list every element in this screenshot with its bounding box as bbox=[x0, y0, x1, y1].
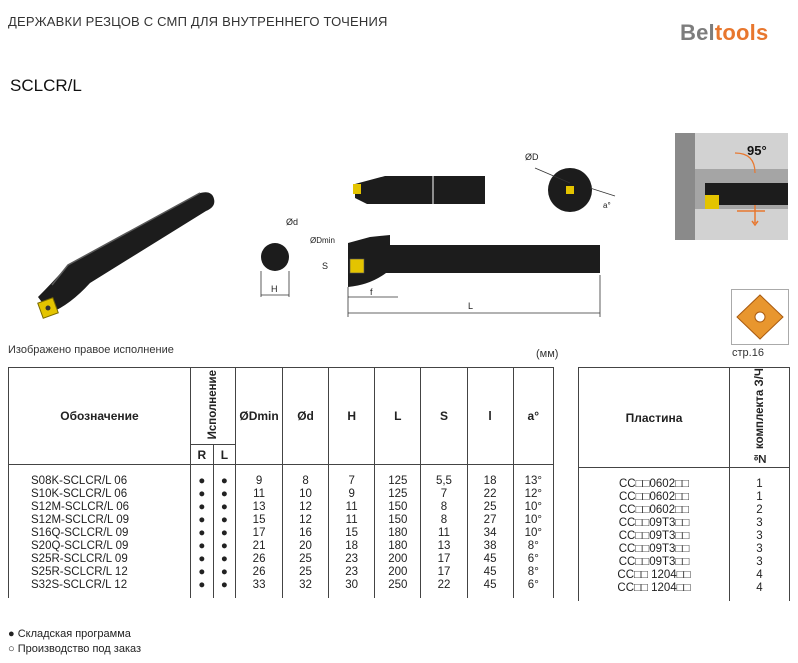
cell-set: 1 bbox=[730, 468, 790, 492]
cell-set: 3 bbox=[730, 556, 790, 569]
cell-l: 22 bbox=[467, 488, 513, 501]
cell-l: ● bbox=[213, 579, 236, 598]
svg-text:Ød: Ød bbox=[286, 217, 299, 227]
cell-r: ● bbox=[190, 540, 213, 553]
cell-a: 8° bbox=[513, 540, 553, 553]
insert-row bbox=[579, 582, 790, 601]
cell-d: 20 bbox=[282, 540, 328, 553]
insert-row bbox=[579, 491, 790, 504]
cell-d: 12 bbox=[282, 514, 328, 527]
col-l-version: L bbox=[213, 445, 236, 465]
col-s: S bbox=[421, 368, 467, 465]
cell-dmin: 15 bbox=[236, 514, 283, 527]
cell-a: 6° bbox=[513, 579, 553, 598]
cell-set: 4 bbox=[730, 582, 790, 601]
cell-name: S16Q-SCLCR/L 09 bbox=[9, 527, 191, 540]
legend-stock: ● Складская программа bbox=[8, 628, 131, 640]
cell-d: 25 bbox=[282, 553, 328, 566]
page-reference: стр.16 bbox=[732, 347, 764, 359]
cell-h: 15 bbox=[329, 527, 375, 540]
cell-h: 30 bbox=[329, 579, 375, 598]
cell-h: 23 bbox=[329, 553, 375, 566]
tool-photo bbox=[30, 185, 220, 330]
svg-text:L: L bbox=[468, 301, 474, 311]
insert-row bbox=[579, 468, 790, 492]
cell-name: S25R-SCLCR/L 12 bbox=[9, 566, 191, 579]
cell-l: 45 bbox=[467, 579, 513, 598]
col-l: L bbox=[375, 368, 421, 465]
cell-h: 23 bbox=[329, 566, 375, 579]
cell-s: 8 bbox=[421, 514, 467, 527]
side-view-drawing bbox=[300, 225, 605, 320]
cell-name: S12M-SCLCR/L 09 bbox=[9, 514, 191, 527]
cell-lv: 150 bbox=[375, 514, 421, 527]
table-row bbox=[9, 540, 554, 553]
cutting-angle-image bbox=[675, 133, 788, 240]
cell-lv: 125 bbox=[375, 488, 421, 501]
cell-h: 11 bbox=[329, 501, 375, 514]
cell-l: 18 bbox=[467, 465, 513, 489]
cell-lv: 125 bbox=[375, 465, 421, 489]
cell-s: 7 bbox=[421, 488, 467, 501]
cell-insert: CC□□0602□□ bbox=[579, 504, 730, 517]
cell-a: 13° bbox=[513, 465, 553, 489]
svg-text:f: f bbox=[370, 287, 373, 297]
cell-s: 8 bbox=[421, 501, 467, 514]
cell-name: S32S-SCLCR/L 12 bbox=[9, 579, 191, 598]
cell-a: 8° bbox=[513, 566, 553, 579]
cell-name: S20Q-SCLCR/L 09 bbox=[9, 540, 191, 553]
cell-r: ● bbox=[190, 553, 213, 566]
cell-insert: CC□□ 1204□□ bbox=[579, 569, 730, 582]
table-row bbox=[9, 566, 554, 579]
insert-row bbox=[579, 530, 790, 543]
col-set: № комплекта З/Ч bbox=[730, 368, 790, 468]
cell-l: ● bbox=[213, 527, 236, 540]
cell-lv: 200 bbox=[375, 553, 421, 566]
angle-label: 95° bbox=[747, 143, 767, 158]
table-row bbox=[9, 465, 554, 489]
cell-lv: 180 bbox=[375, 540, 421, 553]
cell-dmin: 11 bbox=[236, 488, 283, 501]
cell-s: 5,5 bbox=[421, 465, 467, 489]
cell-set: 2 bbox=[730, 504, 790, 517]
col-h: H bbox=[329, 368, 375, 465]
cell-l: ● bbox=[213, 566, 236, 579]
table-row bbox=[9, 553, 554, 566]
cell-a: 10° bbox=[513, 527, 553, 540]
cell-l: ● bbox=[213, 514, 236, 527]
cell-r: ● bbox=[190, 501, 213, 514]
head-end-view bbox=[515, 148, 625, 228]
svg-text:a°: a° bbox=[603, 201, 611, 210]
cell-l: 34 bbox=[467, 527, 513, 540]
top-view-drawing bbox=[345, 170, 495, 210]
col-dmin: ØDmin bbox=[236, 368, 283, 465]
cell-dmin: 26 bbox=[236, 553, 283, 566]
cell-l: ● bbox=[213, 553, 236, 566]
col-r: R bbox=[190, 445, 213, 465]
cell-l: 45 bbox=[467, 553, 513, 566]
table-row bbox=[9, 579, 554, 598]
cell-dmin: 26 bbox=[236, 566, 283, 579]
cell-r: ● bbox=[190, 465, 213, 489]
cell-name: S08K-SCLCR/L 06 bbox=[9, 465, 191, 489]
cell-a: 10° bbox=[513, 514, 553, 527]
table-row bbox=[9, 514, 554, 527]
cell-dmin: 13 bbox=[236, 501, 283, 514]
table-row bbox=[9, 527, 554, 540]
specifications-table bbox=[8, 367, 554, 598]
cell-set: 1 bbox=[730, 491, 790, 504]
cell-a: 12° bbox=[513, 488, 553, 501]
cell-l: ● bbox=[213, 465, 236, 489]
table-row bbox=[9, 488, 554, 501]
cell-r: ● bbox=[190, 579, 213, 598]
cell-dmin: 33 bbox=[236, 579, 283, 598]
cell-l: 25 bbox=[467, 501, 513, 514]
cell-l: ● bbox=[213, 501, 236, 514]
brand-logo: Beltools bbox=[680, 20, 769, 45]
cell-set: 3 bbox=[730, 530, 790, 543]
cell-name: S25R-SCLCR/L 09 bbox=[9, 553, 191, 566]
cell-insert: CC□□0602□□ bbox=[579, 468, 730, 492]
cell-l: 45 bbox=[467, 566, 513, 579]
cell-d: 8 bbox=[282, 465, 328, 489]
svg-text:H: H bbox=[271, 284, 278, 294]
cell-r: ● bbox=[190, 488, 213, 501]
svg-text:S: S bbox=[322, 261, 329, 271]
cell-insert: CC□□0602□□ bbox=[579, 491, 730, 504]
cell-d: 32 bbox=[282, 579, 328, 598]
cell-set: 3 bbox=[730, 543, 790, 556]
cell-a: 10° bbox=[513, 501, 553, 514]
cell-s: 13 bbox=[421, 540, 467, 553]
cell-l: ● bbox=[213, 488, 236, 501]
cell-insert: CC□□ 1204□□ bbox=[579, 582, 730, 601]
cell-name: S10K-SCLCR/L 06 bbox=[9, 488, 191, 501]
svg-text:ØD: ØD bbox=[525, 152, 539, 162]
cell-a: 6° bbox=[513, 553, 553, 566]
inserts-table bbox=[578, 367, 790, 601]
insert-row bbox=[579, 556, 790, 569]
svg-text:ØDmin: ØDmin bbox=[310, 236, 335, 245]
legend-order: ○ Производство под заказ bbox=[8, 643, 142, 655]
cell-h: 18 bbox=[329, 540, 375, 553]
cell-d: 16 bbox=[282, 527, 328, 540]
cell-d: 10 bbox=[282, 488, 328, 501]
cell-h: 7 bbox=[329, 465, 375, 489]
cell-lv: 200 bbox=[375, 566, 421, 579]
insert-row bbox=[579, 504, 790, 517]
col-alpha: a° bbox=[513, 368, 553, 465]
cell-dmin: 17 bbox=[236, 527, 283, 540]
cell-lv: 250 bbox=[375, 579, 421, 598]
cell-insert: CC□□09T3□□ bbox=[579, 530, 730, 543]
cell-r: ● bbox=[190, 566, 213, 579]
cell-set: 3 bbox=[730, 517, 790, 530]
cell-s: 22 bbox=[421, 579, 467, 598]
cell-r: ● bbox=[190, 514, 213, 527]
cell-s: 17 bbox=[421, 566, 467, 579]
page-title: ДЕРЖАВКИ РЕЗЦОВ С СМП ДЛЯ ВНУТРЕННЕГО ТОЧЕНИЯ bbox=[8, 14, 388, 29]
cell-d: 12 bbox=[282, 501, 328, 514]
insert-row bbox=[579, 517, 790, 530]
insert-row bbox=[579, 569, 790, 582]
cell-l: ● bbox=[213, 540, 236, 553]
model-title: SCLCR/L bbox=[10, 76, 82, 95]
cell-s: 17 bbox=[421, 553, 467, 566]
cell-l: 27 bbox=[467, 514, 513, 527]
cell-lv: 180 bbox=[375, 527, 421, 540]
cell-h: 11 bbox=[329, 514, 375, 527]
insert-image bbox=[731, 289, 789, 345]
cell-s: 11 bbox=[421, 527, 467, 540]
cell-r: ● bbox=[190, 527, 213, 540]
col-designation: Обозначение bbox=[9, 368, 191, 465]
cell-name: S12M-SCLCR/L 06 bbox=[9, 501, 191, 514]
col-d: Ød bbox=[282, 368, 328, 465]
table-row bbox=[9, 501, 554, 514]
cell-lv: 150 bbox=[375, 501, 421, 514]
cell-set: 4 bbox=[730, 569, 790, 582]
col-insert: Пластина bbox=[579, 368, 730, 468]
col-version: Исполнение bbox=[190, 368, 235, 445]
cell-insert: CC□□09T3□□ bbox=[579, 543, 730, 556]
cell-l: 38 bbox=[467, 540, 513, 553]
cell-dmin: 21 bbox=[236, 540, 283, 553]
cell-insert: CC□□09T3□□ bbox=[579, 517, 730, 530]
insert-row bbox=[579, 543, 790, 556]
cell-insert: CC□□09T3□□ bbox=[579, 556, 730, 569]
col-l-small: l bbox=[467, 368, 513, 465]
cell-d: 25 bbox=[282, 566, 328, 579]
cell-h: 9 bbox=[329, 488, 375, 501]
cell-dmin: 9 bbox=[236, 465, 283, 489]
units-label: (мм) bbox=[536, 348, 559, 360]
image-caption: Изображено правое исполнение bbox=[8, 344, 174, 356]
